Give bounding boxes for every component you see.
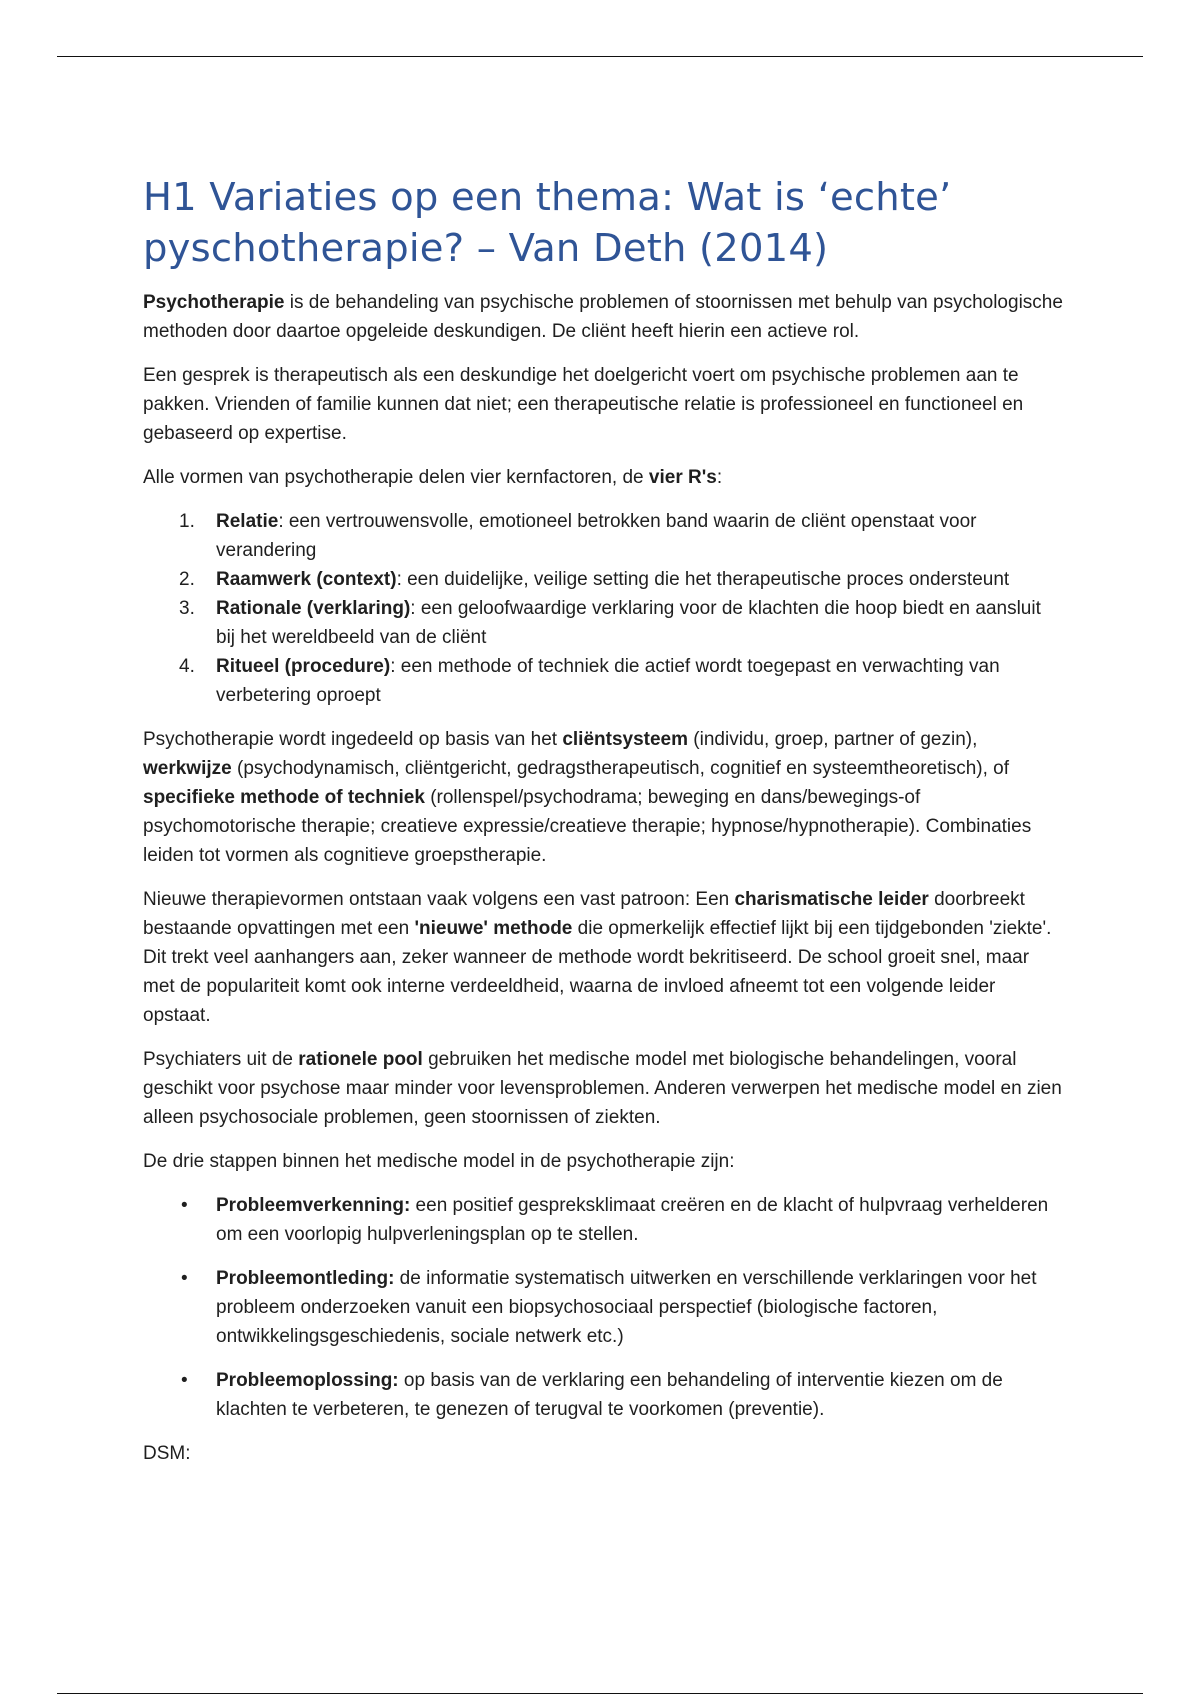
paragraph-new-therapies: Nieuwe therapievormen ontstaan vaak volgens een vast patroon: Een charismatische leider doorbreekt bestaande opvattingen met een 'nieuwe' methode die opmerkelijk effectief lijkt bij een tijdgebonden 'ziekte'. Dit trekt veel aanhangers aan, zeker wanneer de methode wordt bekritiseerd. De school groeit snel, maar met de populariteit komt ook interne verdeeldheid, waarna de invloed afneemt tot een volgende leider opstaat. [143, 889, 1052, 1026]
bullet-icon: • [181, 1370, 188, 1391]
header-rule [57, 56, 1143, 57]
paragraph-classification: Psychotherapie wordt ingedeeld op basis van het cliëntsysteem (individu, groep, partner of gezin), werkwijze (psychodynamisch, cliëntgericht, gedragstherapeutisch, cognitief en systeemtheoretisch), of specifieke methode of techniek (rollenspel/psychodrama; beweging en dans/bewegings-of psychomotorische therapie; creatieve expressie/creatieve therapie; hypnose/hypnotherapie). Combinaties leiden tot vormen als cognitieve groepstherapie. [143, 729, 1032, 866]
term-vier-rs: vier R's [648, 467, 717, 488]
page-title: H1 Variaties op een thema: Wat is ‘echte’ pyschotherapie? – Van Deth (2014) [143, 175, 952, 271]
list-item: 3. Rationale (verklaring): een geloofwaardige verklaring voor de klachten die hoop biedt en aansluit bij het wereldbeeld van de cliënt [179, 598, 1041, 648]
paragraph-rational-pole: Psychiaters uit de rationele pool gebruiken het medische model met biologische behandelingen, vooral geschikt voor psychose maar minder voor levensproblemen. Anderen verwerpen het medische model en zien alleen psychosociale problemen, geen stoornissen of ziekten. [143, 1049, 1062, 1128]
paragraph-therapeutic-conversation: Een gesprek is therapeutisch als een deskundige het doelgericht voert om psychische problemen aan te pakken. Vrienden of familie kunnen dat niet; een therapeutische relatie is professioneel en functioneel en gebaseerd op expertise. [143, 365, 1024, 444]
footer-rule [57, 1693, 1143, 1694]
list-item: • Probleemverkenning: een positief gespreksklimaat creëren en de klacht of hulpvraag verhelderen om een voorlopig hulpverleningsplan op te stellen. [143, 1191, 1063, 1249]
bullet-icon: • [181, 1268, 188, 1289]
steps-list [143, 1191, 1063, 1424]
list-item: • Probleemoplossing: op basis van de verklaring een behandeling of interventie kiezen om de klachten te verbeteren, te genezen of terugval te voorkomen (preventie). [143, 1366, 1063, 1424]
paragraph-four-rs-intro: Alle vormen van psychotherapie delen vier kernfactoren, de vier R's: [143, 467, 723, 488]
document-body [143, 172, 1063, 1483]
paragraph-dsm: DSM: [143, 1443, 191, 1464]
four-rs-list [143, 507, 1063, 710]
paragraph-definition: Psychotherapie is de behandeling van psychische problemen of stoornissen met behulp van psychologische methoden door daartoe opgeleide deskundigen. De cliënt heeft hierin een actieve rol. [143, 292, 1063, 342]
list-item: 2. Raamwerk (context): een duidelijke, veilige setting die het therapeutische proces ondersteunt [179, 569, 1010, 590]
term-psychotherapie: Psychotherapie [143, 292, 285, 313]
paragraph-steps-intro: De drie stappen binnen het medische model in de psychotherapie zijn: [143, 1151, 735, 1172]
bullet-icon: • [181, 1195, 188, 1216]
list-item: 4. Ritueel (procedure): een methode of techniek die actief wordt toegepast en verwachting van verbetering oproept [179, 656, 1000, 706]
list-item: 1. Relatie: een vertrouwensvolle, emotioneel betrokken band waarin de cliënt openstaat voor verandering [179, 511, 977, 561]
list-item: • Probleemontleding: de informatie systematisch uitwerken en verschillende verklaringen voor het probleem onderzoeken vanuit een biopsychosociaal perspectief (biologische factoren, ontwikkelingsgeschiedenis, sociale netwerk etc.) [143, 1264, 1063, 1351]
